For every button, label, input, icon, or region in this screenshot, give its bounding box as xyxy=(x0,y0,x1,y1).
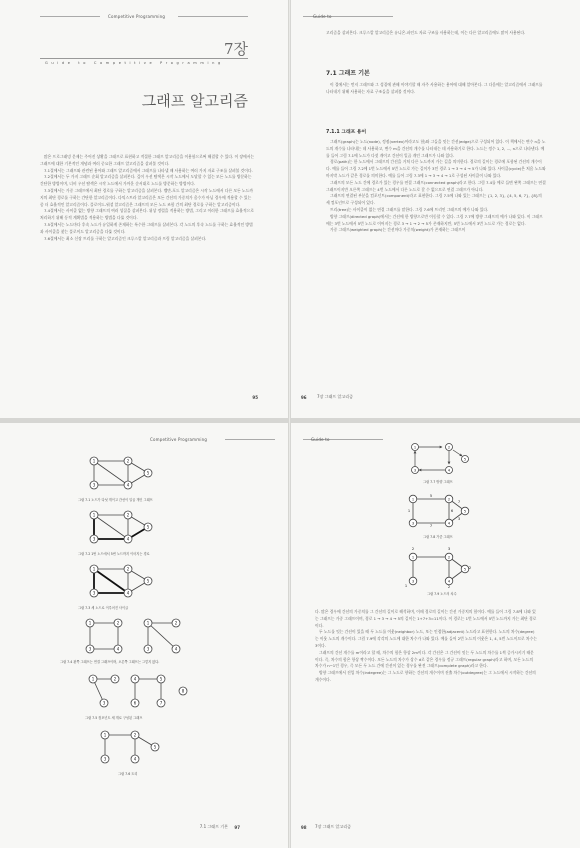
paragraph: 경로(path)는 한 노드에서 그래프의 간선을 거쳐 다른 노드까지 가는 길을 의미한다. 경로의 길이는 경로에 포함된 간선의 개수이다. 예를 들어 그림 7.2에 1번 노드에서 5번 노드로 가는 길이가 3인 경로 1 → 3 → 4 → 5가 나와 있다. 사이클(cycle)은 처음 노드와 마지막 노드가 같은 경로를 의미한다. 예를 들어 그림 7.3에 1 → 3 → 4 → 1로 구성된 사이클이 나와 있다. xyxy=(326,159,546,178)
svg-text:2: 2 xyxy=(174,620,178,626)
paragraph: 가중 그래프(weighted graph)는 간선마다 가중치(weight)가 존재하는 그래프이 xyxy=(330,227,466,233)
figure-caption: 그림 7.3 세 노드로 이루어진 사이클 xyxy=(78,606,129,610)
chapter-rule xyxy=(40,58,248,59)
header-rule xyxy=(225,439,275,440)
svg-text:1: 1 xyxy=(92,512,96,518)
graph-7-3-svg xyxy=(80,561,160,601)
figure-caption: 그림 7.1 노드가 다섯 개이고 간선이 일곱 개인 그래프 xyxy=(78,498,153,502)
svg-text:4: 4 xyxy=(133,676,137,682)
page-97 xyxy=(0,423,288,848)
running-header: Competitive Programming xyxy=(150,437,208,442)
svg-text:2: 2 xyxy=(447,497,451,502)
paragraph: 7.1절에서는 그래프와 관련된 용어와 그래프 알고리즘에서 그래프를 나타낼 때 사용하는 여러 가지 자료 구조를 살펴볼 것이다. xyxy=(44,167,253,173)
svg-text:5: 5 xyxy=(463,509,467,514)
svg-text:2: 2 xyxy=(447,555,451,560)
figure-7-9 xyxy=(399,545,473,589)
paragraph: 그래프(graph)는 노드(node), 정점(vertex)이라고도 함)와 그들을 잇는 간선(edge)으로 구성되어 있다. 이 책에서는 변수 n을 노드의 개수를 나타내는 데 사용하고, 변수 m을 간선의 개수를 나타내는 데 사용하기로 한다. 노드는 정수 1, 2, ..., n으로 나타낸다. 예를 들어 그림 7.1에 노드가 다섯 개이고 간선이 일곱 개인 그래프가 나와 있다. xyxy=(326,139,546,158)
paragraph: 많은 프로그래밍 문제는 주어진 상황을 그래프로 표현하고 적절한 그래프 알고리즘을 이용함으로써 해결할 수 있다. 이 장에서는 그래프에 대한 기본적인 개념과 여러 중요한 그래프 알고리즘을 살펴볼 것이다. xyxy=(40,154,255,166)
paragraph: 그래프의 간선 개수를 m이라고 할 때, 차수의 합은 항상 2m이다. 각 간선은 그 간선이 잇는 두 노드의 차수를 1씩 증가시키기 때문이다. 즉, 차수의 합은 항상 짝수이다. 모든 노드의 차수가 상수 d로 같은 경우를 정규 그래프(regular graph)라고 하며, 모든 노드의 차수가 n−1인 경우, 즉 모든 두 노드 간에 간선이 있는 경우를 완전 그래프(complete graph)라고 한다. xyxy=(315,649,534,669)
svg-text:5: 5 xyxy=(146,578,150,584)
svg-text:1: 1 xyxy=(88,620,92,626)
header-rule xyxy=(40,16,100,17)
svg-text:3: 3 xyxy=(447,547,451,551)
svg-text:2: 2 xyxy=(411,547,415,551)
svg-text:5: 5 xyxy=(153,744,157,750)
svg-text:1: 1 xyxy=(91,676,95,682)
figure-7-7 xyxy=(401,439,471,477)
svg-text:1: 1 xyxy=(92,566,96,572)
svg-text:3: 3 xyxy=(92,590,96,596)
svg-text:7: 7 xyxy=(159,700,163,706)
figure-caption: 그림 7.5 컴포넌트 세 개로 구성된 그래프 xyxy=(85,716,143,720)
svg-text:1: 1 xyxy=(404,584,408,588)
running-header: Guide to xyxy=(313,14,332,19)
chapter-title: 그래프 알고리즘 xyxy=(141,92,248,110)
svg-text:2: 2 xyxy=(447,445,451,450)
figure-caption: 그림 7.9 노드의 차수 xyxy=(427,592,457,596)
svg-text:2: 2 xyxy=(126,458,130,464)
svg-text:4: 4 xyxy=(116,646,120,652)
svg-text:5: 5 xyxy=(159,676,163,682)
graph-7-5-svg xyxy=(85,669,195,713)
figure-7-5 xyxy=(85,669,195,713)
body-text xyxy=(315,609,537,684)
page-number: 97 xyxy=(234,825,240,830)
svg-text:7: 7 xyxy=(429,524,433,528)
svg-text:4: 4 xyxy=(126,590,130,596)
figure-caption: 그림 7.7 방향 그래프 xyxy=(423,480,453,484)
continued-text xyxy=(326,30,546,37)
subsection-heading: 7.1.1 그래프 용어 xyxy=(326,130,367,135)
page-number: 98 xyxy=(301,825,307,830)
svg-text:3: 3 xyxy=(146,646,150,652)
svg-text:8: 8 xyxy=(181,688,185,694)
running-footer: 7.1 그래프 기본 xyxy=(199,824,228,829)
graph-7-6-svg xyxy=(95,725,165,769)
page-96 xyxy=(291,0,580,418)
svg-text:3: 3 xyxy=(102,700,106,706)
svg-text:5: 5 xyxy=(429,494,433,498)
svg-text:2: 2 xyxy=(133,732,137,738)
paragraph: 이 절에서는 먼저 그래프와 그 성질에 관해 이야기할 때 자주 사용하는 용어에 대해 알아본다. 그 다음에는 알고리즘에서 그래프를 나타내기 위해 사용하는 자료 구조들을 살펴볼 것이다. xyxy=(326,82,543,94)
running-header: Guide to xyxy=(311,437,330,442)
graph-7-9-svg xyxy=(399,545,473,589)
paragraph: 7.6절에서는 최소 신장 트리를 구하는 알고리즘인 크루스칼 알고리즘과 프림 알고리즘을 살펴본다. xyxy=(44,235,207,241)
svg-text:4: 4 xyxy=(174,646,178,652)
svg-text:2: 2 xyxy=(447,585,451,589)
svg-text:4: 4 xyxy=(126,482,130,488)
paragraph: 그래프의 연결된 부분을 컴포넌트(component)라고 표현한다. 그림 7.5에 나와 있는 그래프는 {1, 2, 3}, {4, 5, 6, 7}, {8}의 세 컴포넌트로 구성되어 있다. xyxy=(326,193,542,206)
subsection-text xyxy=(326,139,546,234)
paragraph: 트리(tree)는 사이클이 없는 연결 그래프를 말한다. 그림 7.6에 트리인 그래프의 예가 나와 있다. xyxy=(330,206,489,212)
figure-7-2 xyxy=(80,507,160,547)
paragraph: 방향 그래프(directed graph)에서는 간선에 한 방향으로만 이동할 수 있다. 그림 7.7에 방향 그래프의 예가 나와 있다. 이 그래프에는 3번 노드에서 5번 노드로 이어지는 경로 3 → 1 → 2 → 5가 존재하지만, 5번 노드에서 3번 노드로 가는 경로는 없다. xyxy=(326,213,543,226)
page-98 xyxy=(291,423,580,848)
running-footer: 7장 그래프 알고리즘 xyxy=(315,824,351,829)
svg-text:2: 2 xyxy=(126,566,130,572)
figure-caption: 그림 7.8 가중 그래프 xyxy=(423,535,453,539)
graph-7-1-svg xyxy=(80,453,160,493)
page-number: 95 xyxy=(252,395,258,400)
paragraph: 그래프의 모든 노드 간에 경로가 있는 경우를 연결 그래프(connected graph)라고 한다. 그림 7.4를 예로 들면 왼쪽 그래프는 연결 그래프이지만 오른쪽 그래프는 4번 노드에서 다른 노드로 갈 수 없으므로 연결 그래프가 아니다. xyxy=(326,179,546,192)
section-text xyxy=(326,82,546,96)
svg-text:7: 7 xyxy=(457,500,461,504)
section-heading: 7.1 그래프 기본 xyxy=(326,70,370,77)
svg-text:3: 3 xyxy=(457,517,461,521)
svg-text:5: 5 xyxy=(146,524,150,530)
graph-7-8-svg xyxy=(399,489,473,531)
figure-caption: 그림 7.2 1번 노드에서 5번 노드까지 이어지는 경로 xyxy=(78,552,150,556)
svg-text:4: 4 xyxy=(133,756,137,762)
paragraph: 다. 많은 경우에 간선의 가중치를 그 간선의 길이로 해석하며, 이때 경로의 길이는 간선 가중치의 합이다. 예를 들어 그림 7.8에 나와 있는 그래프는 가중 그래프이며, 경로 1 → 3 → 4 → 5의 길이는 1+7+3=11이다. 이 경로는 1번 노드에서 5번 노드까지 가는 최단 경로이다. xyxy=(315,609,537,628)
svg-text:4: 4 xyxy=(447,579,451,584)
figure-caption: 그림 7.6 트리 xyxy=(118,772,138,776)
svg-text:3: 3 xyxy=(411,521,415,526)
svg-text:3: 3 xyxy=(103,756,107,762)
chapter-number: 7장 xyxy=(223,40,248,58)
svg-text:1: 1 xyxy=(411,555,415,560)
svg-text:3: 3 xyxy=(411,579,415,584)
chapter-intro xyxy=(40,154,255,242)
graph-7-7-svg xyxy=(401,439,471,477)
svg-text:1: 1 xyxy=(411,497,415,502)
svg-text:1: 1 xyxy=(92,458,96,464)
graph-7-4-svg xyxy=(82,615,192,657)
svg-text:6: 6 xyxy=(133,700,137,706)
svg-text:1: 1 xyxy=(103,732,107,738)
chapter-subtitle: Guide to Competitive Programming xyxy=(45,61,224,65)
paragraph: 고리즘을 살펴본다. 크루스칼 알고리즘은 유니온-파인드 자료 구조를 사용하는데, 이는 다른 알고리즘에도 많이 사용된다. xyxy=(326,30,526,35)
header-rule xyxy=(178,16,248,17)
svg-text:5: 5 xyxy=(463,457,467,462)
svg-text:1: 1 xyxy=(407,509,411,513)
paragraph: 두 노드를 잇는 간선이 있을 때 두 노드를 이웃(neighbor) 노드, 또는 인접한(adjacent) 노드라고 표현한다. 노드의 차수(degree)는 이웃 노드의 개수이다. 그림 7.9에 각각의 노드에 대한 차수가 나와 있다. 예를 들어 2번 노드의 이웃은 1, 4, 5번 노드이므로 차수는 3이다. xyxy=(315,629,537,648)
svg-text:3: 3 xyxy=(413,468,417,473)
svg-text:2: 2 xyxy=(468,566,472,570)
paragraph: 7.2절에서는 두 가지 그래프 순회 알고리즘을 살펴본다. 깊이 우선 탐색은 시작 노드에서 도달할 수 있는 모든 노드를 방문하는 간단한 방법이며, 너비 우선 탐색은 시작 노드에서 가까운 순서대로 노드를 방문하는 방법이다. xyxy=(40,174,252,187)
figure-7-3 xyxy=(80,561,160,601)
page-95 xyxy=(0,0,288,418)
figure-7-8 xyxy=(399,489,473,531)
figure-7-4 xyxy=(82,615,192,657)
svg-text:6: 6 xyxy=(450,509,454,513)
page-number: 96 xyxy=(301,395,307,400)
svg-text:2: 2 xyxy=(113,676,117,682)
figure-caption: 그림 7.4 왼쪽 그래프는 연결 그래프이며, 오른쪽 그래프는 그렇지 않다. xyxy=(60,660,160,664)
svg-text:3: 3 xyxy=(92,536,96,542)
svg-text:4: 4 xyxy=(447,521,451,526)
svg-text:4: 4 xyxy=(126,536,130,542)
paragraph: 방향 그래프에서 진입 차수(indegree)는 그 노드로 향하는 간선의 개수이며 진출 차수(outdegree)는 그 노드에서 시작하는 간선의 개수이다. xyxy=(315,670,536,682)
paragraph: 7.4절에서는 사이클 없는 방향 그래프의 여러 성질을 살펴본다. 위상 정렬을 적용하는 방법, 그리고 이러한 그래프를 효율적으로 처리하기 위해 동적 계획법을 적용하는 방법을 다룰 것이다. xyxy=(40,208,254,221)
svg-text:5: 5 xyxy=(463,567,467,572)
svg-text:1: 1 xyxy=(146,620,150,626)
svg-text:1: 1 xyxy=(413,445,417,450)
svg-text:3: 3 xyxy=(92,482,96,488)
paragraph: 7.5절에서는 노드마다 후속 노드가 유일하게 존재하는 특수한 그래프를 살펴본다. 각 노드의 후속 노드를 구하는 효율적인 방법과 사이클을 찾는 플로이드 알고리즘을 다룰 것이다. xyxy=(40,221,253,234)
svg-text:2: 2 xyxy=(116,620,120,626)
paragraph: 7.3절에서는 가중 그래프에서 최단 경로를 구하는 알고리즘을 살펴본다. 벨만-포드 알고리즘은 시작 노드에서 다른 모든 노드까지의 최단 경로를 구하는 간단한 알고리즘이다. 다익스트라 알고리즘은 모든 간선의 가중치가 음수가 아닐 경우에 적용할 수 있는 좀 더 효율적인 알고리즘이다. 플로이드-워셜 알고리즘은 그래프의 모든 노드 조합 간의 최단 경로를 구하는 알고리즘이다. xyxy=(40,187,253,207)
running-header: Competitive Programming xyxy=(108,14,166,19)
figure-7-6 xyxy=(95,725,165,769)
svg-text:2: 2 xyxy=(126,512,130,518)
svg-text:4: 4 xyxy=(447,468,451,473)
running-footer: 7장 그래프 알고리즘 xyxy=(317,394,353,399)
figure-7-1 xyxy=(80,453,160,493)
svg-text:3: 3 xyxy=(88,646,92,652)
svg-text:5: 5 xyxy=(146,470,150,476)
graph-7-2-svg xyxy=(80,507,160,547)
